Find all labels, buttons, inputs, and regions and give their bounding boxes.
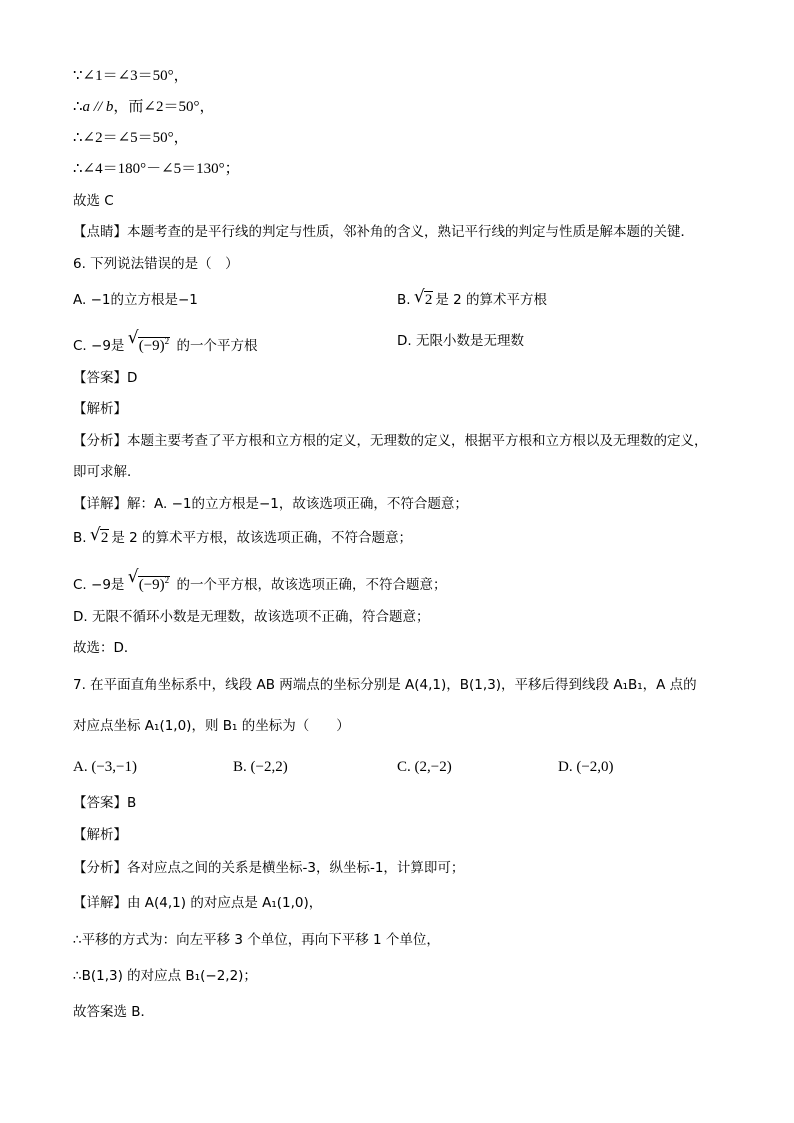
label: B. bbox=[73, 530, 91, 546]
q6-xiangjie-a: 【详解】解：A. −1的立方根是−1，故该选项正确，不符合题意； bbox=[73, 496, 468, 512]
radicand: 2 bbox=[100, 530, 109, 546]
q7-analysis-label: 【解析】 bbox=[73, 827, 127, 843]
q7-option-a: A. (−3,−1) bbox=[73, 759, 137, 775]
q6-xiangjie-d: D. 无限不循环小数是无理数，故该选项不正确，符合题意； bbox=[73, 609, 430, 625]
q7-conclusion: 故答案选 B． bbox=[73, 1004, 155, 1020]
q6-option-d: D. 无限小数是无理数 bbox=[397, 333, 524, 349]
q7-fenxi: 【分析】各对应点之间的关系是横坐标-3，纵坐标-1，计算即可； bbox=[73, 860, 465, 876]
proof-line-3: ∴∠2＝∠5＝50°， bbox=[73, 130, 189, 146]
q7-answer: 【答案】B bbox=[73, 795, 137, 811]
radicand-base: (−9) bbox=[138, 577, 165, 593]
q6-option-b-text: 是 2 的算术平方根 bbox=[435, 292, 548, 308]
q7-stem-line-1: 7. 在平面直角坐标系中，线段 AB 两端点的坐标分别是 A(4,1)，B(1,3)，平移后得到线段 A₁B₁，A 点的 bbox=[73, 677, 697, 693]
q6-option-a: A. −1的立方根是−1 bbox=[73, 292, 198, 308]
text: 是 2 的算术平方根，故该选项正确，不符合题意； bbox=[111, 530, 413, 546]
sqrt-symbol bbox=[129, 570, 170, 595]
q7-option-b: B. (−2,2) bbox=[233, 759, 288, 775]
q6-option-c-label: C. −9是 bbox=[73, 338, 125, 354]
exponent: 2 bbox=[164, 336, 170, 346]
radicand-base: (−9) bbox=[138, 338, 165, 354]
proof-choice: 故选 C bbox=[73, 193, 114, 209]
proof-line-2-rest: ，而∠2＝50°， bbox=[113, 99, 215, 115]
q7-option-d: D. (−2,0) bbox=[558, 759, 614, 775]
sqrt-symbol bbox=[91, 528, 110, 548]
dianjing-comment: 【点睛】本题考查的是平行线的判定与性质，邻补角的含义，熟记平行线的判定与性质是解本题的关键． bbox=[73, 224, 694, 240]
q6-option-b-label: B. bbox=[397, 292, 415, 308]
q6-option-c bbox=[73, 331, 257, 356]
q6-stem: 6. 下列说法错误的是（ ） bbox=[73, 256, 239, 272]
radicand bbox=[138, 337, 170, 354]
exponent: 2 bbox=[164, 575, 170, 585]
q6-option-c-text: 的一个平方根 bbox=[172, 338, 258, 354]
proof-line-4: ∴∠4＝180°－∠5＝130°； bbox=[73, 161, 240, 177]
q7-xiangjie: 【详解】由 A(4,1) 的对应点是 A₁(1,0)， bbox=[73, 895, 323, 911]
q6-answer: 【答案】D bbox=[73, 370, 138, 386]
radicand bbox=[138, 576, 170, 593]
sqrt-symbol bbox=[129, 331, 170, 356]
q6-fenxi-line-1: 【分析】本题主要考查了平方根和立方根的定义，无理数的定义，根据平方根和立方根以及无理数的定义， bbox=[73, 433, 708, 449]
parallel-statement: a // b bbox=[82, 99, 114, 115]
q6-option-b bbox=[397, 290, 547, 310]
q6-xiangjie-b bbox=[73, 528, 412, 548]
q6-fenxi-line-2: 即可求解． bbox=[73, 464, 141, 480]
q7-stem-line-2: 对应点坐标 A₁(1,0)，则 B₁ 的坐标为（ ） bbox=[73, 718, 350, 734]
q7-step-2: ∴B(1,3) 的对应点 B₁(−2,2)； bbox=[73, 968, 257, 984]
proof-line-2 bbox=[73, 97, 214, 117]
q6-xiangjie-c bbox=[73, 570, 446, 595]
q6-conclusion: 故选：D． bbox=[73, 640, 138, 656]
q7-option-c: C. (2,−2) bbox=[397, 759, 452, 775]
q6-analysis-label: 【解析】 bbox=[73, 401, 127, 417]
radicand: 2 bbox=[424, 292, 433, 308]
proof-line-1: ∵∠1＝∠3＝50°， bbox=[73, 68, 189, 84]
q7-step-1: ∴平移的方式为：向左平移 3 个单位，再向下平移 1 个单位， bbox=[73, 932, 440, 948]
label: C. −9是 bbox=[73, 577, 125, 593]
text: 的一个平方根，故该选项正确，不符合题意； bbox=[172, 577, 447, 593]
sqrt-symbol bbox=[415, 290, 434, 310]
therefore-symbol: ∴ bbox=[73, 99, 83, 115]
